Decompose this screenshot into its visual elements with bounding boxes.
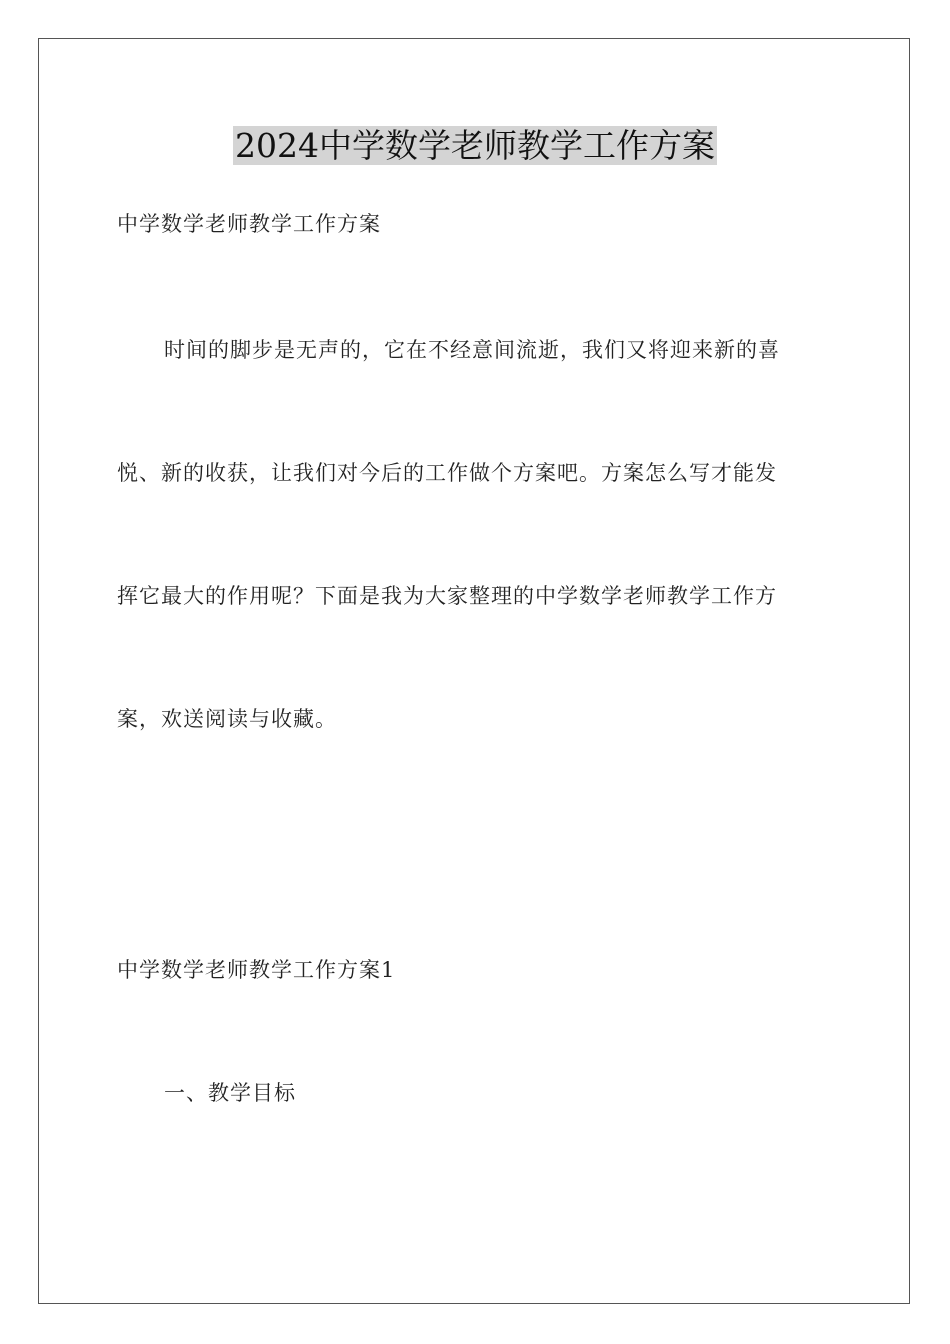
document-title-text: 2024中学数学老师教学工作方案	[235, 126, 715, 165]
intro-line-2: 悦、新的收获，让我们对今后的工作做个方案吧。方案怎么写才能发	[117, 461, 777, 485]
subsection-heading: 一、教学目标	[164, 1081, 296, 1105]
intro-line-4: 案，欢送阅读与收藏。	[117, 707, 337, 731]
document-subtitle: 中学数学老师教学工作方案	[117, 212, 381, 236]
intro-line-3: 挥它最大的作用呢？下面是我为大家整理的中学数学老师教学工作方	[117, 584, 777, 608]
intro-line-1: 时间的脚步是无声的，它在不经意间流逝，我们又将迎来新的喜	[164, 338, 780, 362]
document-title	[0, 124, 950, 168]
section-heading: 中学数学老师教学工作方案1	[117, 958, 396, 982]
